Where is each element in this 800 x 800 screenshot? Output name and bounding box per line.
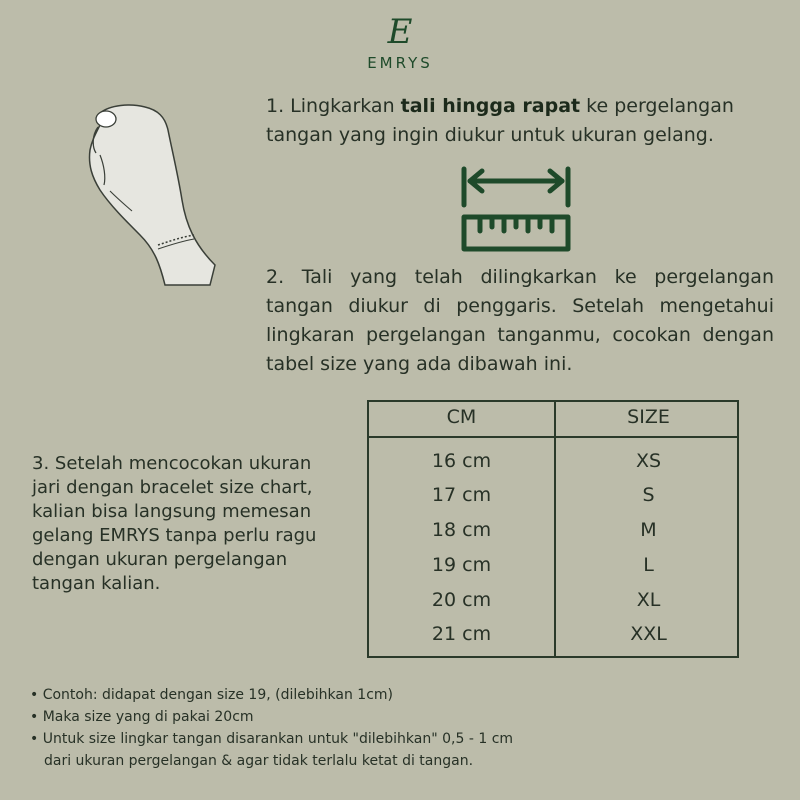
cell-size: L [643, 554, 654, 576]
cell-size: XL [636, 589, 661, 611]
brand-logo [350, 12, 450, 72]
step-1-suffix: ke pergelangan tangan yang ingin diukur untuk ukuran gelang. [266, 95, 734, 146]
step-1-text [266, 92, 786, 150]
step-1-prefix: 1. Lingkarkan [266, 95, 401, 117]
cell-size: XS [635, 450, 662, 472]
note-item: • Untuk size lingkar tangan disarankan untuk "dilebihkan" 0,5 - 1 cm [30, 731, 514, 747]
step-3-text: 3. Setelah mencocokan ukuran jari dengan bracelet size chart, kalian bisa langsung memesan gelang EMRYS tanpa perlu ragu dengan ukuran pergelangan tangan kalian. [32, 453, 317, 594]
cell-cm: 20 cm [431, 589, 492, 611]
header-size: SIZE [627, 406, 670, 428]
note-item: dari ukuran pergelangan & agar tidak terlalu ketat di tangan. [44, 753, 474, 769]
cell-size: S [642, 484, 655, 506]
notes-list [30, 684, 770, 772]
hand-icon [70, 95, 230, 295]
note-item: • Contoh: didapat dengan size 19, (dilebihkan 1cm) [30, 687, 393, 703]
logo-mark: E [387, 12, 413, 52]
cell-cm: 21 cm [431, 623, 492, 645]
cell-cm: 16 cm [431, 450, 492, 472]
ruler-icon [458, 165, 574, 255]
cell-size: M [640, 519, 657, 541]
note-item: • Maka size yang di pakai 20cm [30, 709, 254, 725]
cell-cm: 19 cm [431, 554, 492, 576]
table-header-divider [369, 436, 737, 438]
cell-cm: 18 cm [431, 519, 492, 541]
size-chart-table [367, 400, 739, 658]
cell-cm: 17 cm [431, 484, 492, 506]
header-cm: CM [446, 406, 477, 428]
step-2-text: 2. Tali yang telah dilingkarkan ke pergelangan tangan diukur di penggaris. Setelah mengetahui lingkaran pergelangan tanganmu, cocokan dengan tabel size yang ada dibawah ini. [266, 266, 774, 375]
brand-name: EMRYS [367, 54, 433, 72]
cell-size: XXL [630, 623, 667, 645]
step-1-bold: tali hingga rapat [400, 95, 581, 117]
